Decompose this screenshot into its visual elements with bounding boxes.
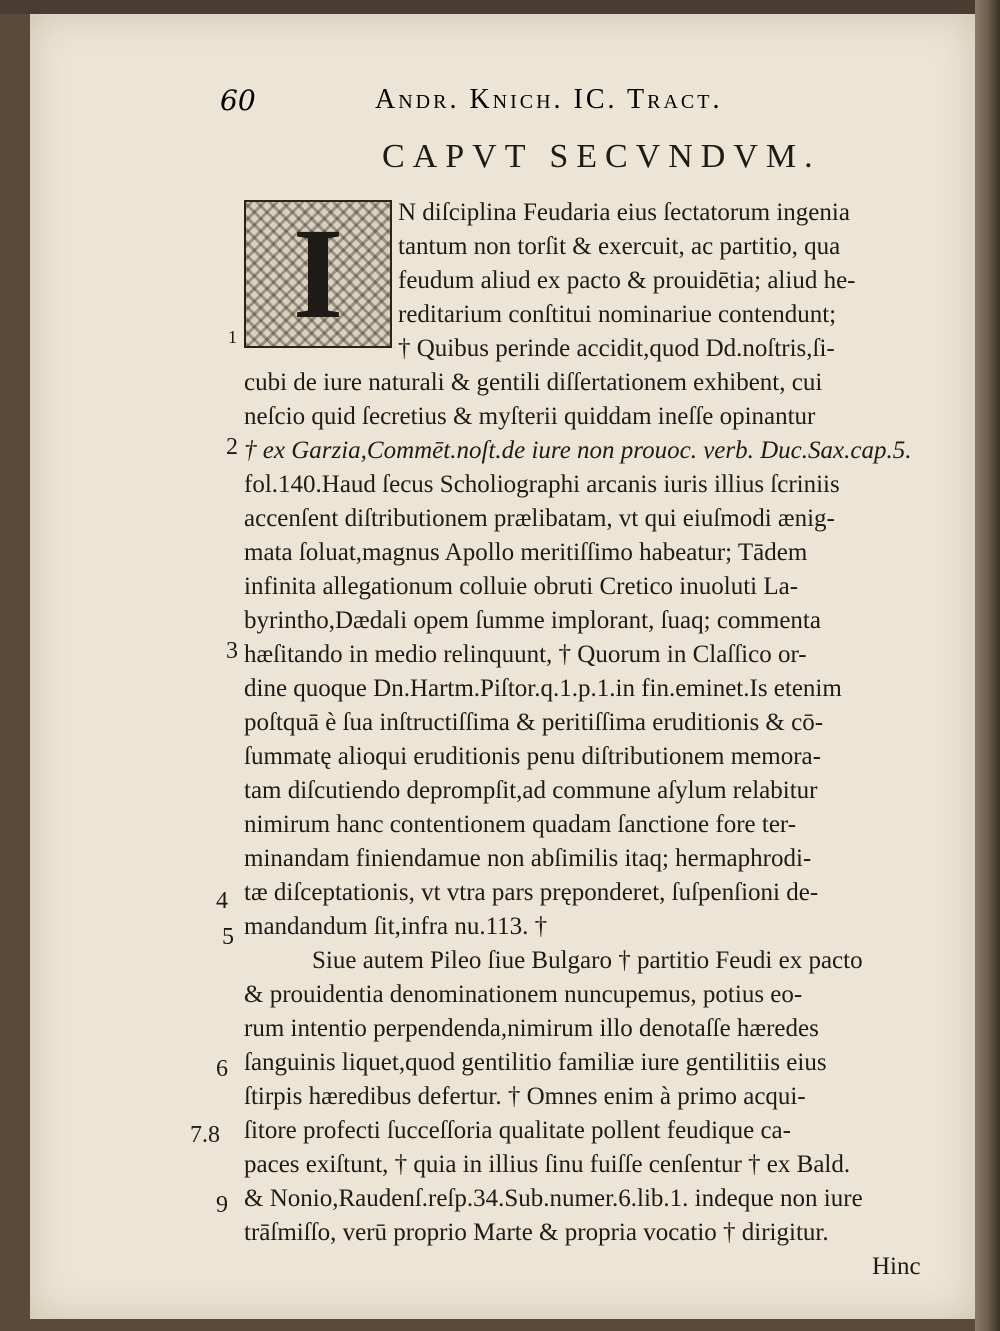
text-line: tæ diſceptationis, vt vtra pars pręponderet, ſuſpenſioni de- <box>244 879 819 906</box>
text-line: ſanguinis liquet,quod gentilitio familiæ iure gentilitiis eius <box>244 1049 827 1076</box>
text-line: Siue autem Pileo ſiue Bulgaro † partitio Feudi ex pacto <box>312 947 863 974</box>
text-line: dine quoque Dn.Hartm.Piſtor.q.1.p.1.in fin.eminet.Is etenim <box>244 675 842 702</box>
text-line: poſtquā è ſua inſtructiſſima & peritiſſima eruditionis & cō- <box>244 709 824 736</box>
page-top-edge <box>0 0 1000 14</box>
text-line: trāſmiſſo, verū proprio Marte & propria vocatio † dirigitur. <box>244 1219 829 1246</box>
margin-number: 9 <box>216 1192 228 1218</box>
text-line: N diſciplina Feudaria eius ſectatorum ingenia <box>398 199 850 226</box>
text-line: neſcio quid ſecretius & myſterii quiddam ineſſe opinantur <box>244 403 816 430</box>
text-line: tam diſcutiendo deprompſit,ad commune aſylum relabitur <box>244 777 818 804</box>
text-line: nimirum hanc contentionem quadam ſanctione fore ter- <box>244 811 797 838</box>
margin-number: 3 <box>226 638 238 664</box>
text-line: reditarium conſtitui nominariue contendunt; <box>398 301 837 328</box>
margin-number: 4 <box>216 888 228 914</box>
margin-number: 1 <box>228 327 237 347</box>
text-line: feudum aliud ex pacto & prouidētia; aliud he- <box>398 267 856 294</box>
text-line: ſtirpis hæredibus defertur. † Omnes enim à primo acqui- <box>244 1083 806 1110</box>
text-line: byrintho,Dædali opem ſumme implorant, ſuaq; commenta <box>244 607 821 634</box>
text-line: & Nonio,Raudenſ.reſp.34.Sub.numer.6.lib.1. indeque non iure <box>244 1185 863 1212</box>
text-line: mandandum ſit,infra nu.113. † <box>244 913 548 940</box>
text-line: ſitore profecti ſucceſſoria qualitate pollent feudique ca- <box>244 1117 791 1144</box>
text-line: † ex Garzia,Commēt.noſt.de iure non prouoc. verb. Duc.Sax.cap.5. <box>244 437 912 464</box>
book-binding-edge <box>975 0 1000 1331</box>
text-line: tantum non torſit & exercuit, ac partitio, qua <box>398 233 841 260</box>
running-title: Andr. Knich. IC. Tract. <box>375 84 723 115</box>
text-line: minandam finiendamue non abſimilis itaq; hermaphrodi- <box>244 845 812 872</box>
decorated-initial <box>244 200 392 348</box>
text-line: & prouidentia denominationem nuncupemus, potius eo- <box>244 981 803 1008</box>
catchword: Hinc <box>872 1253 921 1280</box>
text-line: fol.140.Haud ſecus Scholiographi arcanis iuris illius ſcriniis <box>244 471 840 498</box>
margin-number: 6 <box>216 1056 228 1082</box>
text-line: † Quibus perinde accidit,quod Dd.noſtris,ſi- <box>398 335 835 362</box>
margin-number: 5 <box>222 924 234 950</box>
text-line: paces exiſtunt, † quia in illius ſinu fuiſſe cenſentur † ex Bald. <box>244 1151 851 1178</box>
margin-number: 7.8 <box>190 1122 220 1148</box>
text-line: accenſent diſtributionem prælibatam, vt qui eiuſmodi ænig- <box>244 505 835 532</box>
text-line: infinita allegationum colluie obruti Cretico inuoluti La- <box>244 573 799 600</box>
chapter-title: CAPVT SECVNDVM. <box>382 138 821 175</box>
decorated-initial-letter: I <box>292 202 344 346</box>
text-line: mata ſoluat,magnus Apollo meritiſſimo habeatur; Tādem <box>244 539 808 566</box>
page-number: 60 <box>220 84 256 117</box>
text-line: cubi de iure naturali & gentili diſſertationem exhibent, cui <box>244 369 823 396</box>
margin-number: 2 <box>226 434 238 460</box>
text-line: ſummatę alioqui eruditionis penu diſtributionem memora- <box>244 743 821 770</box>
text-line: hæſitando in medio relinquunt, † Quorum in Claſſico or- <box>244 641 807 668</box>
text-line: rum intentio perpendenda,nimirum illo denotaſſe hæredes <box>244 1015 819 1042</box>
running-head <box>220 84 820 124</box>
